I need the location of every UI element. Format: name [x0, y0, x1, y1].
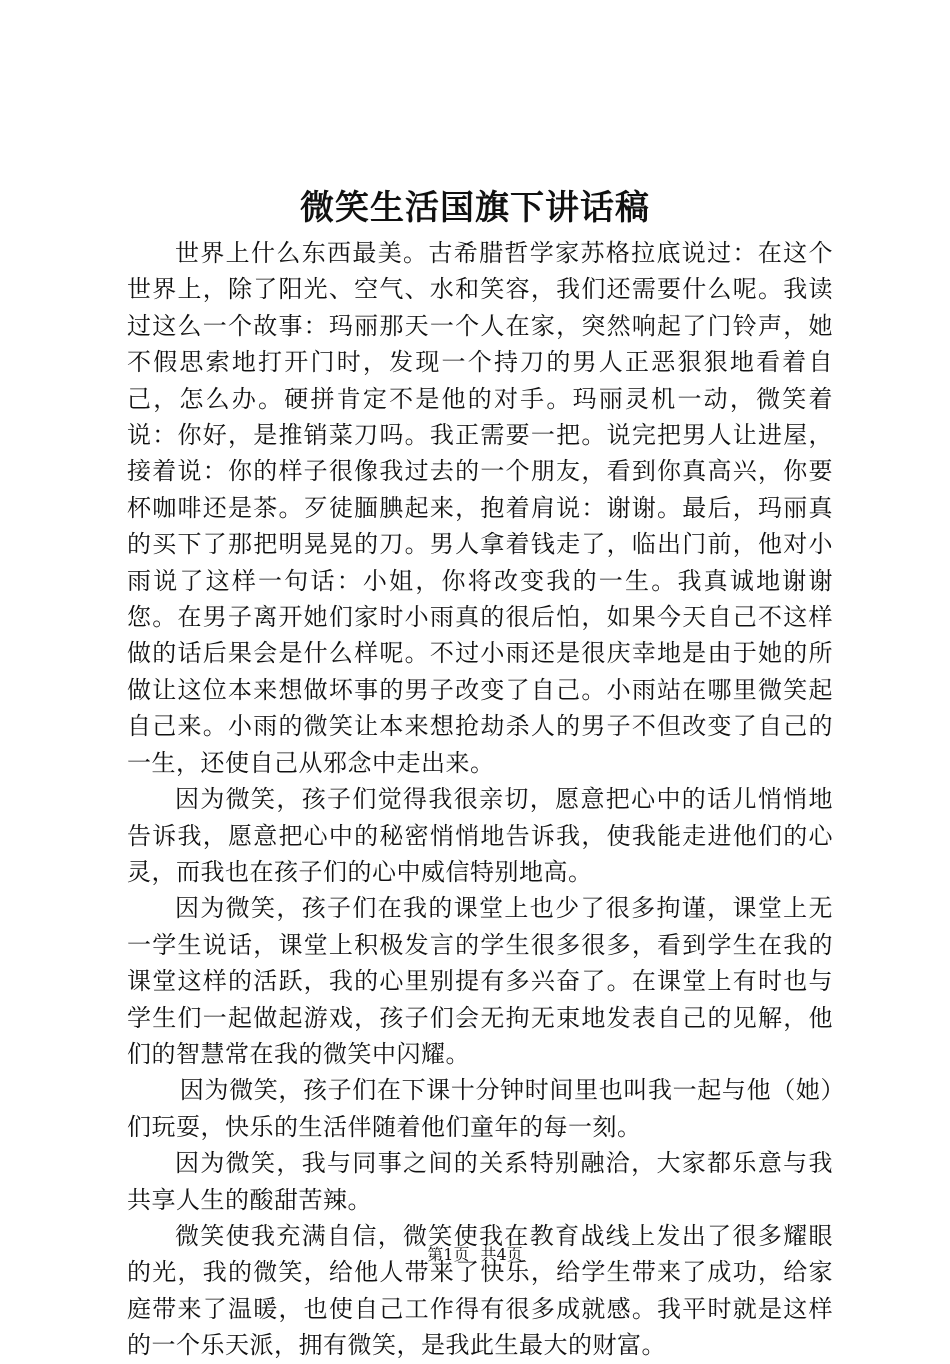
paragraph-1: 世界上什么东西最美。古希腊哲学家苏格拉底说过：在这个世界上，除了阳光、空气、水和笑容，我们还需要什么呢。我读过这么一个故事：玛丽那天一个人在家，突然响起了门铃声，她不假思索地打开门时，发现一个持刀的男人正恶狠狠地看着自己，怎么办。硬拼肯定不是他的对手。玛丽灵机一动，微笑着说：你好，是推销菜刀吗。我正需要一把。说完把男人让进屋，接着说：你的样子很像我过去的一个朋友，看到你真高兴，你要杯咖啡还是茶。歹徒腼腆起来，抱着肩说：谢谢。最后，玛丽真的买下了那把明晃晃的刀。男人拿着钱走了，临出门前，他对小雨说了这样一句话：小姐，你将改变我的一生。我真诚地谢谢您。在男子离开她们家时小雨真的很后怕，如果今天自己不这样做的话后果会是什么样呢。不过小雨还是很庆幸地是由于她的所做让这位本来想做坏事的男子改变了自己。小雨站在哪里微笑起自己来。小雨的微笑让本来想抢劫杀人的男子不但改变了自己的一生，还使自己从邪念中走出来。 — [127, 239, 833, 777]
paragraph-3: 因为微笑，孩子们在我的课堂上也少了很多拘谨，课堂上无一学生说话，课堂上积极发言的学生很多很多，看到学生在我的课堂这样的活跃，我的心里别提有多兴奋了。在课堂上有时也与学生们一起做起游戏，孩子们会无拘无束地发表自己的见解，他们的智慧常在我的微笑中闪耀。 — [127, 894, 833, 1068]
paragraph-5: 因为微笑，我与同事之间的关系特别融洽，大家都乐意与我共享人生的酸甜苦辣。 — [127, 1149, 833, 1214]
paragraph-6: 微笑使我充满自信，微笑使我在教育战线上发出了很多耀眼的光，我的微笑，给他人带来了快乐，给学生带来了成功，给家庭带来了温暖，也使自己工作得有很多成就感。我平时就是这样的一个乐天派，拥有微笑，是我此生最大的财富。 — [127, 1221, 833, 1360]
document-title: 微笑生活国旗下讲话稿 — [300, 188, 650, 228]
page-number: 第1页 — [427, 1245, 470, 1264]
page-total: 共4页 — [480, 1245, 523, 1264]
page-footer — [0, 1243, 950, 1267]
paragraph-4: 因为微笑，孩子们在下课十分钟时间里也叫我一起与他（她）们玩耍，快乐的生活伴随着他们童年的每一刻。 — [127, 1076, 833, 1141]
paragraph-2: 因为微笑，孩子们觉得我很亲切，愿意把心中的话儿悄悄地告诉我，愿意把心中的秘密悄悄地告诉我，使我能走进他们的心灵，而我也在孩子们的心中威信特别地高。 — [127, 785, 833, 886]
document-body — [127, 235, 833, 1364]
